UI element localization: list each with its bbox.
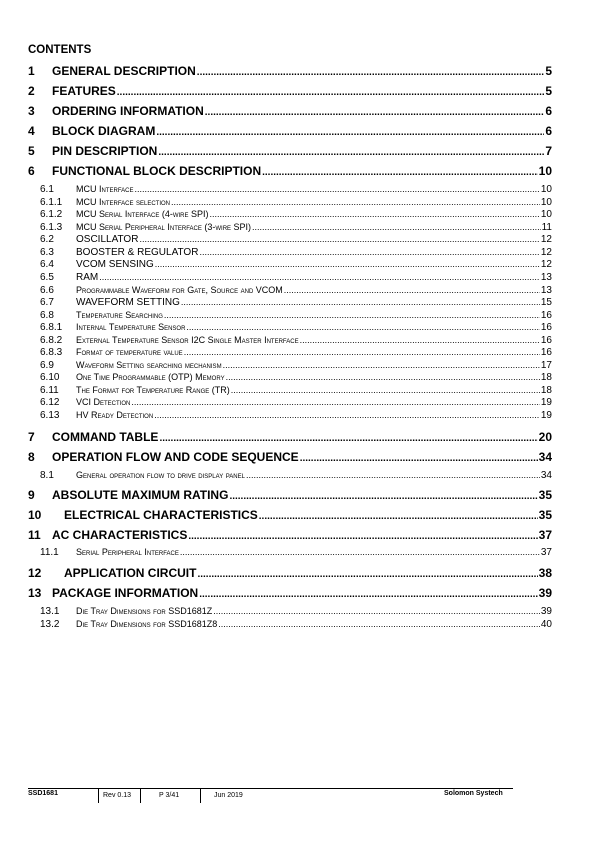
toc-entry-number: 6.2	[40, 234, 54, 245]
toc-entry-number: 9	[28, 488, 35, 502]
toc-entry-title: Serial Peripheral Interface	[76, 547, 179, 557]
toc-dot-leader	[213, 606, 540, 616]
toc-entry-title: Format of temperature value	[76, 347, 183, 357]
toc-entry-title: HV Ready Detection	[76, 410, 154, 420]
toc-entry-page: 16	[540, 322, 552, 333]
toc-entry-number: 13	[28, 586, 42, 600]
toc-dot-leader	[154, 410, 540, 420]
toc-dot-leader	[181, 297, 540, 307]
toc-dot-leader	[158, 147, 544, 158]
toc-dot-leader	[259, 511, 538, 522]
toc-section-entry[interactable]	[0, 508, 595, 524]
toc-entry-page: 17	[540, 360, 552, 371]
toc-entry-page: 12	[540, 234, 552, 245]
toc-entry-title: General operation flow to drive display panel	[76, 470, 245, 480]
toc-dot-leader	[180, 547, 540, 557]
toc-entry-number: 6.6	[40, 285, 54, 296]
toc-dot-leader	[262, 167, 538, 178]
toc-entry-page: 16	[540, 335, 552, 346]
toc-entry-page: 6	[545, 124, 552, 138]
toc-entry-page: 20	[538, 430, 552, 444]
footer-divider	[28, 788, 513, 789]
toc-entry-number: 13.2	[40, 619, 60, 630]
toc-entry-title: BLOCK DIAGRAM	[52, 124, 156, 138]
toc-entry-title: FEATURES	[52, 84, 116, 98]
toc-entry-title: ABSOLUTE MAXIMUM RATING	[52, 488, 229, 502]
toc-entry-page: 7	[545, 144, 552, 158]
toc-dot-leader	[117, 87, 545, 98]
toc-dot-leader	[226, 372, 540, 382]
toc-subsection-entry[interactable]	[0, 322, 595, 334]
toc-entry-number: 3	[28, 104, 35, 118]
toc-entry-page: 10	[540, 209, 552, 220]
toc-section-entry[interactable]	[0, 450, 595, 466]
toc-subsection-entry[interactable]	[0, 197, 595, 209]
toc-entry-page: 13	[540, 285, 552, 296]
toc-heading: CONTENTS	[28, 44, 92, 56]
toc-subsection-entry[interactable]	[0, 285, 595, 297]
toc-entry-title: MCU Serial Peripheral Interface (3-wire SPI)	[76, 222, 252, 232]
toc-entry-title: VCI Detection	[76, 397, 131, 407]
toc-entry-number: 6.7	[40, 297, 54, 308]
toc-dot-leader	[300, 335, 540, 345]
toc-entry-page: 6	[545, 104, 552, 118]
toc-entry-title: OSCILLATOR	[76, 234, 139, 245]
toc-subsection-entry[interactable]	[0, 209, 595, 221]
toc-entry-title: Die Tray Dimensions for SSD1681Z8	[76, 619, 218, 629]
toc-entry-title: RAM	[76, 272, 99, 283]
toc-subsection-entry[interactable]	[0, 184, 595, 196]
toc-entry-page: 16	[540, 347, 552, 358]
toc-entry-number: 6.11	[40, 385, 59, 396]
toc-entry-page: 35	[538, 488, 552, 502]
toc-dot-leader	[139, 234, 539, 244]
toc-subsection-entry[interactable]	[0, 606, 595, 618]
toc-subsection-entry[interactable]	[0, 247, 595, 259]
toc-entry-title: ELECTRICAL CHARACTERISTICS	[64, 508, 258, 522]
toc-entry-page: 12	[540, 247, 552, 258]
footer-separator	[140, 789, 141, 803]
toc-entry-number: 6.9	[40, 360, 54, 371]
toc-entry-number: 6.10	[40, 372, 60, 383]
toc-section-entry[interactable]	[0, 586, 595, 602]
toc-subsection-entry[interactable]	[0, 347, 595, 359]
toc-entry-title: Die Tray Dimensions for SSD1681Z	[76, 606, 213, 616]
toc-entry-title: Programmable Waveform for Gate, Source and VCOM	[76, 285, 283, 295]
toc-subsection-entry[interactable]	[0, 360, 595, 372]
toc-entry-page: 39	[538, 586, 552, 600]
toc-dot-leader	[218, 619, 540, 629]
toc-subsection-entry[interactable]	[0, 397, 595, 409]
toc-entry-page: 10	[538, 164, 552, 178]
toc-dot-leader	[231, 385, 540, 395]
toc-entry-number: 1	[28, 64, 35, 78]
toc-entry-page: 39	[540, 606, 552, 617]
toc-dot-leader	[186, 322, 539, 332]
toc-dot-leader	[164, 310, 540, 320]
toc-entry-title: ORDERING INFORMATION	[52, 104, 204, 118]
toc-entry-title: Waveform Setting searching mechanism	[76, 360, 222, 370]
toc-entry-page: 18	[540, 385, 552, 396]
toc-entry-number: 6.1	[40, 184, 54, 195]
toc-subsection-entry[interactable]	[0, 385, 595, 397]
toc-entry-page: 12	[540, 259, 552, 270]
toc-entry-page: 13	[540, 272, 552, 283]
toc-entry-title: PACKAGE INFORMATION	[52, 586, 199, 600]
toc-dot-leader	[184, 347, 540, 357]
toc-subsection-entry[interactable]	[0, 310, 595, 322]
toc-entry-title: COMMAND TABLE	[52, 430, 159, 444]
toc-subsection-entry[interactable]	[0, 470, 595, 482]
toc-section-entry[interactable]	[0, 430, 595, 446]
toc-dot-leader	[156, 127, 544, 138]
toc-section-entry[interactable]	[0, 84, 595, 100]
toc-entry-number: 6	[28, 164, 35, 178]
toc-entry-number: 6.12	[40, 397, 60, 408]
toc-entry-number: 8	[28, 450, 35, 464]
toc-entry-number: 11	[28, 528, 41, 542]
toc-entry-number: 6.8	[40, 310, 54, 321]
toc-entry-title: OPERATION FLOW AND CODE SEQUENCE	[52, 450, 299, 464]
toc-subsection-entry[interactable]	[0, 335, 595, 347]
toc-entry-title: One Time Programmable (OTP) Memory	[76, 372, 225, 382]
toc-entry-title: External Temperature Sensor I2C Single Master Interface	[76, 335, 299, 345]
toc-entry-title: WAVEFORM SETTING	[76, 297, 180, 308]
toc-entry-page: 16	[540, 310, 552, 321]
toc-entry-page: 19	[540, 410, 552, 421]
toc-entry-title: MCU Serial Interface (4-wire SPI)	[76, 209, 209, 219]
toc-entry-page: 35	[538, 508, 552, 522]
toc-entry-number: 4	[28, 124, 35, 138]
toc-entry-number: 11.1	[40, 547, 59, 558]
toc-entry-number: 6.8.1	[40, 322, 63, 333]
toc-entry-number: 6.1.3	[40, 222, 63, 233]
toc-entry-number: 13.1	[40, 606, 60, 617]
footer-company: Solomon Systech	[444, 790, 503, 797]
toc-entry-title: GENERAL DESCRIPTION	[52, 64, 196, 78]
toc-dot-leader	[99, 272, 540, 282]
toc-dot-leader	[199, 247, 539, 257]
toc-dot-leader	[135, 184, 540, 194]
toc-entry-title: AC CHARACTERISTICS	[52, 528, 188, 542]
toc-entry-number: 10	[28, 508, 42, 522]
toc-entry-title: VCOM SENSING	[76, 259, 154, 270]
toc-section-entry[interactable]	[0, 104, 595, 120]
toc-subsection-entry[interactable]	[0, 410, 595, 422]
toc-dot-leader	[210, 209, 540, 219]
toc-section-entry[interactable]	[0, 528, 595, 544]
toc-subsection-entry[interactable]	[0, 297, 595, 309]
toc-subsection-entry[interactable]	[0, 619, 595, 631]
toc-section-entry[interactable]	[0, 566, 595, 582]
footer-separator	[200, 789, 201, 803]
toc-dot-leader	[229, 491, 537, 502]
footer-separator	[98, 789, 99, 803]
toc-dot-leader	[284, 285, 540, 295]
toc-entry-page: 19	[540, 397, 552, 408]
footer-page-number: P 3/41	[159, 792, 180, 799]
toc-entry-page: 34	[538, 450, 552, 464]
toc-entry-page: 15	[540, 297, 552, 308]
toc-entry-number: 6.1.1	[40, 197, 63, 208]
footer-revision: Rev 0.13	[103, 792, 132, 799]
toc-entry-page: 11	[541, 222, 552, 233]
toc-entry-title: APPLICATION CIRCUIT	[64, 566, 197, 580]
toc-dot-leader	[159, 433, 537, 444]
toc-section-entry[interactable]	[0, 64, 595, 80]
toc-subsection-entry[interactable]	[0, 234, 595, 246]
toc-entry-number: 7	[28, 430, 35, 444]
toc-entry-page: 37	[540, 547, 552, 558]
toc-entry-title: Temperature Searching	[76, 310, 163, 320]
toc-dot-leader	[252, 222, 541, 232]
toc-section-entry[interactable]	[0, 124, 595, 140]
toc-dot-leader	[246, 470, 540, 480]
toc-subsection-entry[interactable]	[0, 259, 595, 271]
toc-subsection-entry[interactable]	[0, 272, 595, 284]
toc-dot-leader	[188, 531, 537, 542]
toc-entry-title: BOOSTER & REGULATOR	[76, 247, 199, 258]
toc-dot-leader	[171, 197, 540, 207]
toc-dot-leader	[205, 107, 545, 118]
toc-entry-title: MCU Interface	[76, 184, 134, 194]
toc-entry-page: 10	[540, 184, 552, 195]
toc-entry-number: 6.8.2	[40, 335, 63, 346]
toc-entry-page: 5	[545, 84, 552, 98]
toc-entry-page: 18	[540, 372, 552, 383]
toc-entry-number: 6.1.2	[40, 209, 63, 220]
toc-section-entry[interactable]	[0, 488, 595, 504]
toc-subsection-entry[interactable]	[0, 547, 595, 559]
toc-entry-title: PIN DESCRIPTION	[52, 144, 158, 158]
toc-entry-number: 5	[28, 144, 35, 158]
toc-entry-title: Internal Temperature Sensor	[76, 322, 186, 332]
toc-dot-leader	[300, 453, 538, 464]
toc-entry-number: 2	[28, 84, 35, 98]
toc-entry-page: 10	[540, 197, 552, 208]
toc-dot-leader	[197, 569, 537, 580]
toc-entry-number: 8.1	[40, 470, 54, 481]
toc-entry-number: 6.13	[40, 410, 60, 421]
toc-dot-leader	[197, 67, 545, 78]
toc-entry-number: 6.5	[40, 272, 54, 283]
toc-subsection-entry[interactable]	[0, 372, 595, 384]
toc-entry-page: 37	[538, 528, 552, 542]
toc-entry-page: 38	[538, 566, 552, 580]
toc-entry-number: 6.8.3	[40, 347, 63, 358]
toc-entry-page: 34	[540, 470, 552, 481]
toc-section-entry[interactable]	[0, 144, 595, 160]
footer-date: Jun 2019	[214, 792, 243, 799]
toc-section-entry[interactable]	[0, 164, 595, 180]
toc-entry-title: The Format for Temperature Range (TR)	[76, 385, 230, 395]
toc-dot-leader	[131, 397, 540, 407]
toc-dot-leader	[155, 259, 540, 269]
toc-dot-leader	[223, 360, 540, 370]
footer-document-id: SSD1681	[28, 790, 58, 797]
toc-entry-number: 12	[28, 566, 42, 580]
toc-entry-title: MCU Interface selection	[76, 197, 171, 207]
toc-subsection-entry[interactable]	[0, 222, 595, 234]
toc-entry-page: 5	[545, 64, 552, 78]
toc-entry-title: FUNCTIONAL BLOCK DESCRIPTION	[52, 164, 262, 178]
toc-entry-number: 6.3	[40, 247, 54, 258]
toc-entry-page: 40	[540, 619, 552, 630]
toc-dot-leader	[199, 589, 537, 600]
toc-entry-number: 6.4	[40, 259, 54, 270]
